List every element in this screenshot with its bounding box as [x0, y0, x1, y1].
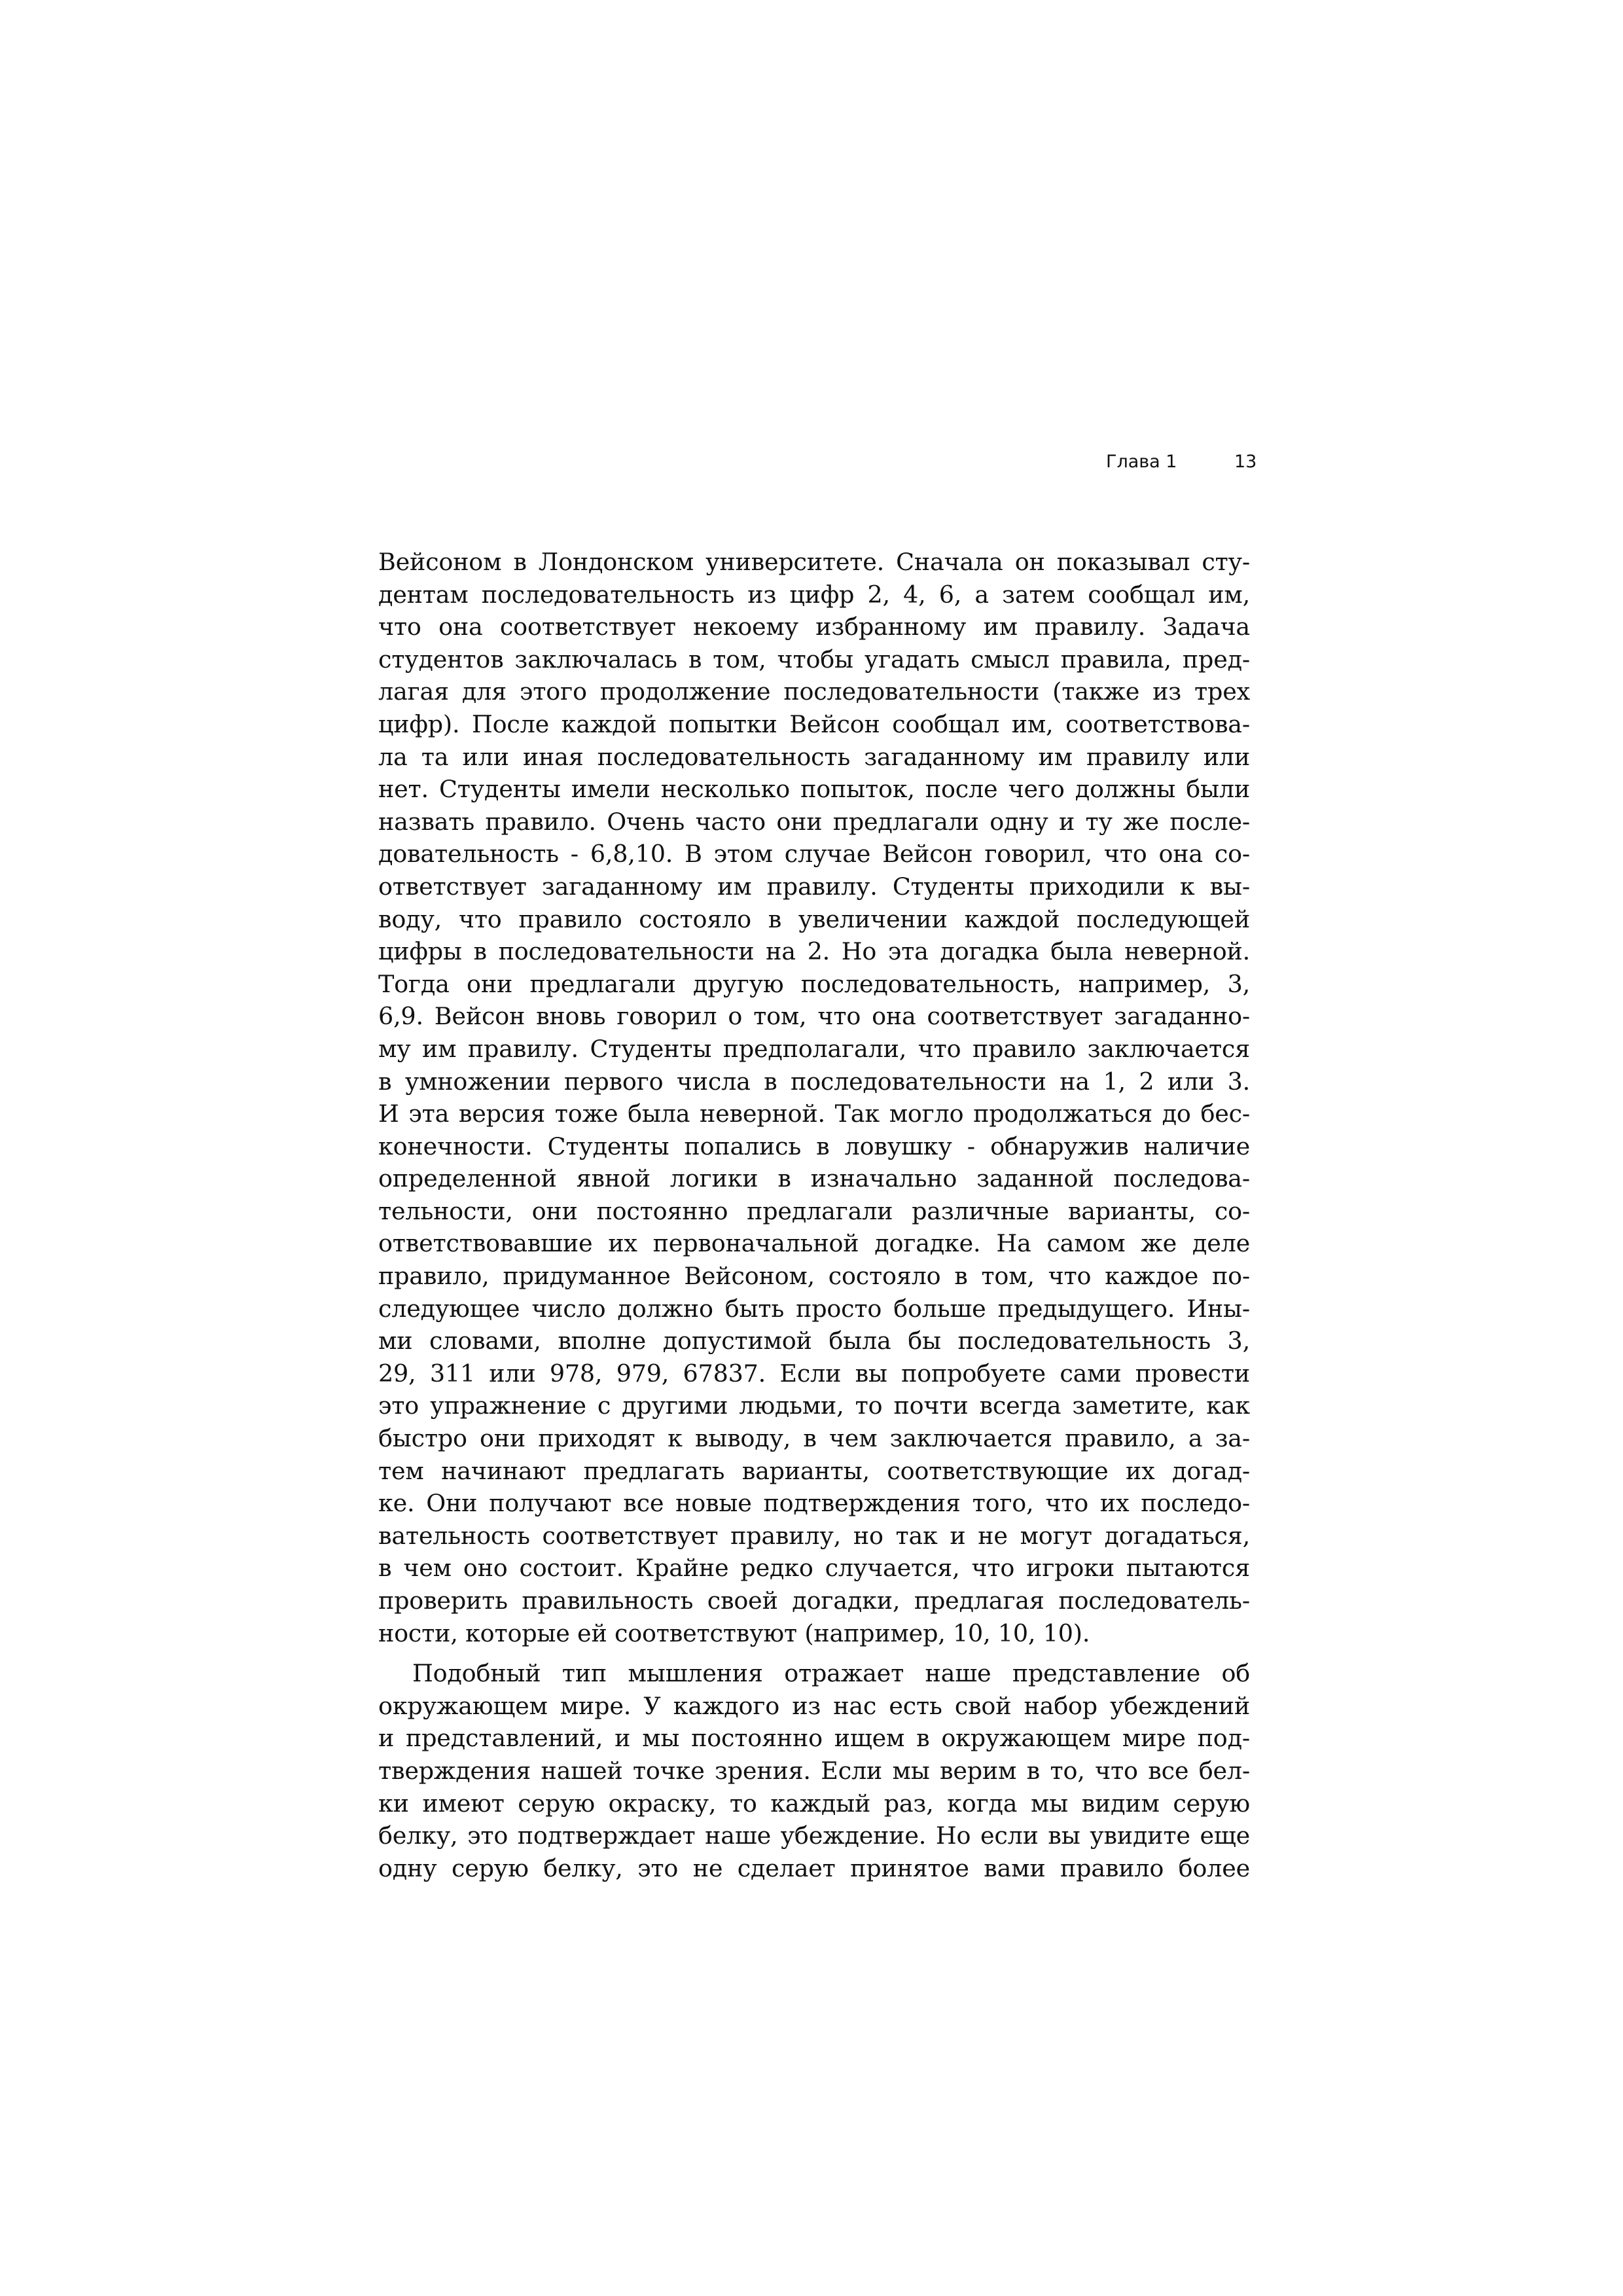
text-line: ности, которые ей соответствуют (например, 10, 10, 10). — [378, 1619, 1090, 1647]
paragraph-gap — [378, 1649, 1250, 1657]
text-line: правило, придуманное Вейсоном, состояло в том, что каждое по- — [378, 1262, 1250, 1291]
text-line: ми словами, вполне допустимой была бы последовательность 3, — [378, 1327, 1250, 1355]
text-line: тверждения нашей точке зрения. Если мы верим в то, что все бел- — [378, 1756, 1250, 1785]
text-line: ки имеют серую окраску, то каждый раз, когда мы видим серую — [378, 1789, 1250, 1818]
text-line: тельности, они постоянно предлагали различные варианты, со- — [378, 1196, 1250, 1225]
text-line: му им правилу. Студенты предполагали, что правило заключается — [378, 1034, 1250, 1063]
text-line: следующее число должно быть просто больше предыдущего. Ины- — [378, 1294, 1250, 1323]
text-line: ответствует загаданному им правилу. Студенты приходили к вы- — [378, 872, 1250, 901]
text-line: ответствовавшие их первоначальной догадке. На самом же деле — [378, 1229, 1250, 1258]
text-line: ке. Они получают все новые подтверждения того, что их последо- — [378, 1489, 1250, 1518]
text-line: цифры в последовательности на 2. Но эта догадка была неверной. — [378, 937, 1250, 966]
text-line: это упражнение с другими людьми, то почти всегда заметите, как — [378, 1391, 1250, 1420]
paragraph — [378, 546, 1250, 1649]
text-line: тем начинают предлагать варианты, соответствующие их догад- — [378, 1456, 1250, 1485]
text-line: вательность соответствует правилу, но так и не могут догадаться, — [378, 1521, 1250, 1550]
paragraph — [378, 1657, 1250, 1884]
text-line: определенной явной логики в изначально заданной последова- — [378, 1164, 1250, 1193]
text-line: и представлений, и мы постоянно ищем в окружающем мире под- — [378, 1724, 1250, 1753]
text-line: в чем оно состоит. Крайне редко случается, что игроки пытаются — [378, 1554, 1250, 1583]
text-line: студентов заключалась в том, чтобы угадать смысл правила, пред- — [378, 645, 1250, 673]
text-line: одну серую белку, это не сделает принятое вами правило более — [378, 1854, 1250, 1882]
text-line: проверить правильность своей догадки, предлагая последователь- — [378, 1587, 1250, 1615]
text-line: нет. Студенты имели несколько попыток, после чего должны были — [378, 775, 1250, 804]
text-line: лагая для этого продолжение последовательности (также из трех — [378, 677, 1250, 706]
text-line: 6,9. Вейсон вновь говорил о том, что она соответствует загаданно- — [378, 1002, 1250, 1031]
text-line: конечности. Студенты попались в ловушку - обнаружив наличие — [378, 1132, 1250, 1160]
text-line: белку, это подтверждает наше убеждение. Но если вы увидите еще — [378, 1821, 1250, 1850]
text-line: воду, что правило состояло в увеличении каждой последующей — [378, 905, 1250, 933]
text-line: Тогда они предлагали другую последовательность, например, 3, — [378, 969, 1250, 998]
running-header — [1106, 448, 1263, 480]
text-line: в умножении первого числа в последовательности на 1, 2 или 3. — [378, 1067, 1250, 1096]
body-text — [378, 546, 1250, 1884]
text-line: что она соответствует некоему избранному им правилу. Задача — [378, 613, 1250, 641]
chapter-title: Глава 1 — [1106, 452, 1177, 472]
text-line: Подобный тип мышления отражает наше представление об — [412, 1659, 1250, 1688]
text-line: цифр). После каждой попытки Вейсон сообщал им, соответствова- — [378, 709, 1250, 738]
text-line: ла та или иная последовательность загаданному им правилу или — [378, 742, 1250, 771]
text-line: окружающем мире. У каждого из нас есть свой набор убеждений — [378, 1691, 1250, 1720]
text-line: Вейсоном в Лондонском университете. Сначала он показывал сту- — [378, 548, 1250, 576]
text-line: И эта версия тоже была неверной. Так могло продолжаться до бес- — [378, 1100, 1250, 1128]
text-line: дентам последовательность из цифр 2, 4, 6, а затем сообщал им, — [378, 580, 1250, 609]
text-line: быстро они приходят к выводу, в чем заключается правило, а за- — [378, 1424, 1250, 1453]
text-line: 29, 311 или 978, 979, 67837. Если вы попробуете сами провести — [378, 1359, 1250, 1388]
text-line: назвать правило. Очень часто они предлагали одну и ту же после- — [378, 807, 1250, 836]
text-line: довательность - 6,8,10. В этом случае Вейсон говорил, что она со- — [378, 840, 1250, 869]
page-number: 13 — [1234, 452, 1257, 472]
